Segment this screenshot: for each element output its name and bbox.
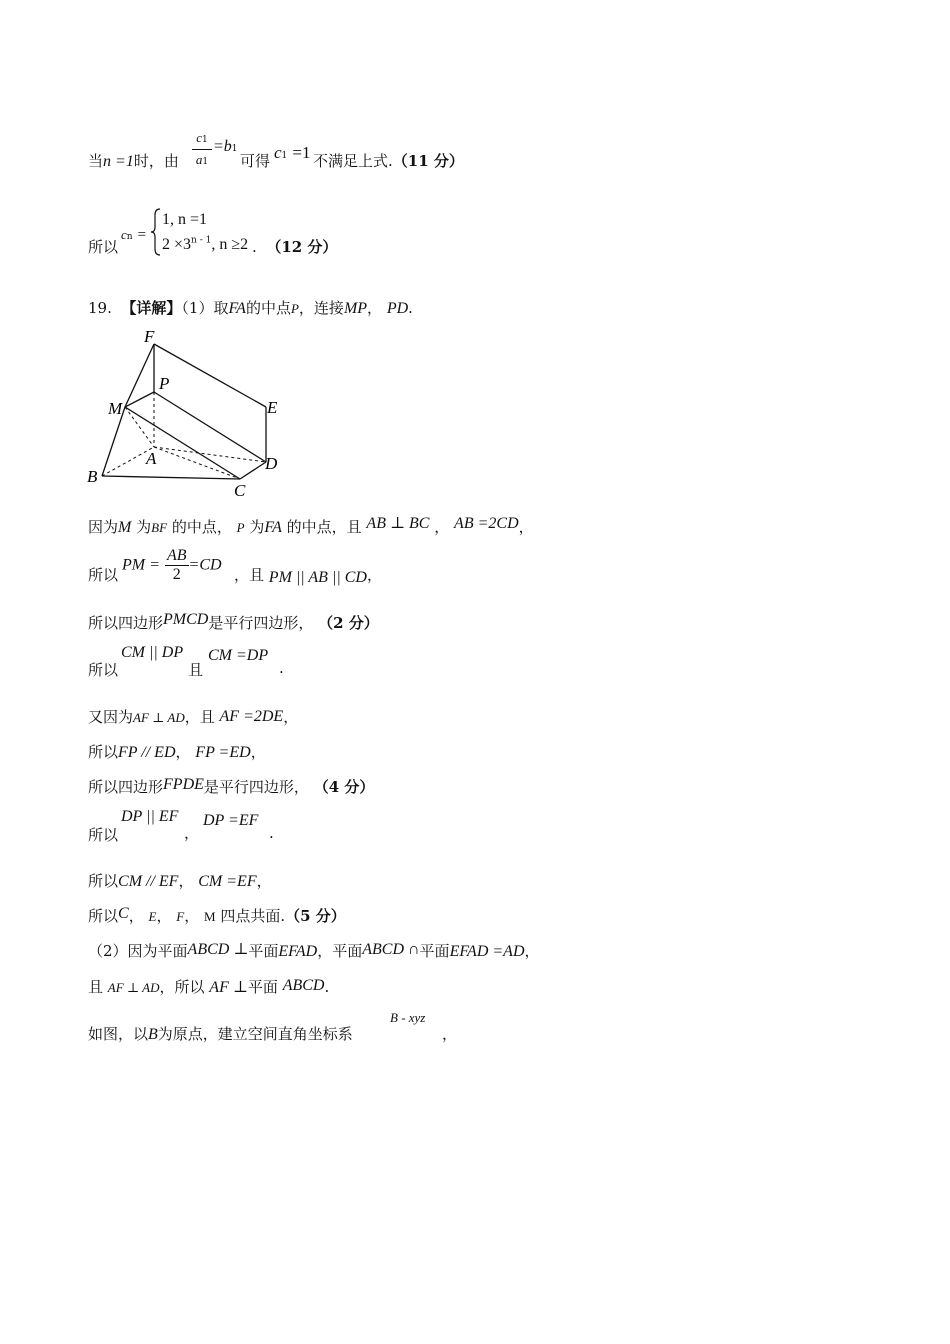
label-D: D <box>265 454 278 473</box>
math: =CD <box>188 556 222 574</box>
text: ，且 <box>234 566 265 584</box>
text: 因为 <box>88 518 119 536</box>
math: AB =2CD <box>454 515 519 532</box>
text: ，所以 <box>159 978 205 996</box>
math: ABCD <box>282 977 325 994</box>
math: AF ⊥ AD <box>133 710 185 725</box>
line-11-dot <box>269 824 274 842</box>
text: 可得 <box>240 152 271 170</box>
left-brace <box>150 207 162 257</box>
text: 不满足上式. <box>313 152 393 170</box>
score: （12 分） <box>266 238 338 256</box>
line-5-rest <box>234 564 382 585</box>
math: n =1 <box>103 153 134 170</box>
math: PD <box>386 300 409 317</box>
text: ， <box>367 299 383 317</box>
math: c <box>121 227 127 242</box>
math: FA <box>228 300 246 317</box>
math-sub: 1 <box>202 135 208 145</box>
score: （2 分） <box>318 614 379 632</box>
math: FA <box>264 519 282 536</box>
math: PMCD <box>163 611 209 628</box>
math: a <box>195 152 203 167</box>
text: . <box>408 299 413 317</box>
line-1-rest <box>240 150 270 171</box>
label-M: M <box>108 399 123 418</box>
text: 所以 <box>88 661 119 679</box>
text: . <box>269 824 274 842</box>
text: ， <box>184 824 200 842</box>
math: EFAD =AD <box>449 943 525 960</box>
math: ABCD ⊥ <box>187 941 249 958</box>
math: =b <box>213 138 232 155</box>
math: FP // ED <box>118 744 176 761</box>
text: ， <box>434 518 450 536</box>
b-xyz <box>390 1007 425 1026</box>
math: BF <box>151 520 168 535</box>
text: （1）取 <box>181 299 229 317</box>
math: FPDE <box>163 776 204 793</box>
line-1-tail <box>313 150 464 171</box>
geometry-figure <box>80 322 290 502</box>
math: c <box>196 130 203 145</box>
math: ABCD ∩ <box>362 941 420 958</box>
text: 为 <box>136 518 152 536</box>
math: F <box>176 909 185 924</box>
text: 为原点，建立空间直角坐标系 <box>157 1025 353 1043</box>
edge-PD <box>154 392 266 462</box>
text: 是平行四边形， <box>208 614 314 632</box>
text: 所以 <box>88 907 119 925</box>
line-16-end <box>442 1023 457 1044</box>
text: ， <box>256 872 272 890</box>
label-F: F <box>144 327 155 346</box>
math: EFAD <box>278 943 318 960</box>
cm-eq-dp <box>208 645 268 665</box>
text: 所以 <box>88 566 119 584</box>
math: DP =EF <box>203 812 259 829</box>
math: 2 <box>172 566 181 583</box>
line-cm-ef <box>88 870 272 891</box>
math: CM =EF <box>198 873 257 890</box>
label-P: P <box>159 374 170 393</box>
math: MP <box>343 300 368 317</box>
edge-MA <box>125 407 154 447</box>
math: P <box>236 520 245 535</box>
text: 的中点 <box>245 299 291 317</box>
text: . <box>279 659 284 677</box>
text: ， <box>442 1025 458 1043</box>
eq-b1 <box>213 137 238 156</box>
label-C: C <box>234 481 246 500</box>
text: 的中点， <box>171 518 232 536</box>
line-piecewise-prefix <box>88 236 118 257</box>
edge-FE <box>154 344 266 407</box>
text: 所以 <box>88 743 119 761</box>
line-af-perp-abcd <box>88 976 329 997</box>
dp-parallel-ef <box>121 806 178 826</box>
fraction-ab-over-2 <box>165 547 189 584</box>
edge-BC <box>102 476 240 479</box>
text: ， <box>175 743 191 761</box>
math: AF =2DE <box>219 708 284 725</box>
text: 如图，以 <box>88 1025 149 1043</box>
problem-number: 19. <box>88 299 112 317</box>
line-part-2-planes <box>88 940 540 961</box>
edge-CD <box>240 462 266 479</box>
text: ，且 <box>184 708 215 726</box>
line-cm-dp <box>88 659 118 680</box>
text: 时，由 <box>133 152 179 170</box>
math-sub: 1 <box>202 157 209 167</box>
math: = <box>137 227 147 243</box>
math: AB <box>167 547 187 564</box>
math: PM = <box>122 556 160 574</box>
problem-19-heading <box>88 297 413 318</box>
math: M <box>118 519 132 536</box>
math: CM || DP <box>121 644 184 661</box>
math: B <box>148 1026 158 1043</box>
math: , n ≥2 <box>211 236 249 253</box>
tag: 【详解】 <box>121 299 182 317</box>
text: 平面 <box>248 942 279 960</box>
line-pmcd-parallelogram <box>88 612 379 633</box>
text: 又因为 <box>88 708 134 726</box>
line-dp-ef <box>88 824 118 845</box>
text: ，连接 <box>298 299 344 317</box>
text: ， <box>156 907 172 925</box>
edge-MC <box>125 407 240 479</box>
math: DP || EF <box>121 808 179 825</box>
math: 2 ×3 <box>162 236 192 253</box>
math: CM =DP <box>208 647 269 664</box>
text: ， <box>184 907 200 925</box>
text: . <box>324 978 330 996</box>
math-sub: n <box>126 232 133 242</box>
math: AB ⊥ BC <box>366 515 430 532</box>
math: P <box>290 301 299 316</box>
math: PM || AB || CD <box>268 569 367 586</box>
math: AF ⊥ AD <box>107 980 160 995</box>
label-B: B <box>87 467 98 486</box>
text: 且 <box>188 661 204 679</box>
text: 且 <box>88 978 104 996</box>
text: 所以四边形 <box>88 614 164 632</box>
math: C <box>118 905 129 922</box>
text: 所以 <box>88 872 119 890</box>
c1-eq-1 <box>274 143 310 163</box>
text: 平面 <box>419 942 450 960</box>
text: ， <box>524 942 540 960</box>
line-11-comma <box>184 822 199 843</box>
math: M <box>203 909 216 924</box>
fraction-c1-a1 <box>192 128 212 171</box>
line-7-dot <box>279 659 284 677</box>
text: 为 <box>249 518 265 536</box>
dp-eq-ef <box>203 810 258 830</box>
text: 四点共面. <box>220 907 286 925</box>
math: E <box>148 909 157 924</box>
line-af-ad <box>88 706 298 727</box>
edge-MP <box>125 392 154 407</box>
text: 的中点，且 <box>286 518 362 536</box>
math: =1 <box>292 143 311 162</box>
text: 是平行四边形， <box>203 778 309 796</box>
math-sub: 1 <box>231 144 238 154</box>
line-fp-ed <box>88 741 266 762</box>
math: 1, n =1 <box>162 211 208 228</box>
line-2-tail <box>252 236 337 257</box>
score: （5 分） <box>285 907 346 925</box>
math: B - xyz <box>390 1010 426 1025</box>
line-fpde-parallelogram <box>88 776 374 797</box>
math: CM // EF <box>118 873 179 890</box>
text: 当 <box>88 152 104 170</box>
label-A: A <box>146 449 157 468</box>
text: 平面 <box>247 978 278 996</box>
math-sub: 1 <box>281 151 288 161</box>
text: 所以 <box>88 238 119 256</box>
line-coordinate-system <box>88 1023 353 1044</box>
math: AF ⊥ <box>209 979 248 996</box>
math-sup: n - 1 <box>191 235 212 246</box>
cn-eq <box>121 224 146 244</box>
line-7-and <box>188 659 203 680</box>
text: ， <box>128 907 144 925</box>
line-n-equals-1 <box>88 150 179 171</box>
label-E: E <box>267 398 278 417</box>
text: . <box>252 238 257 256</box>
math: c <box>274 143 282 162</box>
case-1 <box>162 209 207 229</box>
text: 所以四边形 <box>88 778 164 796</box>
pm-fraction <box>122 547 222 584</box>
score: （4 分） <box>313 778 375 796</box>
text: ， <box>283 708 299 726</box>
score: （11 分） <box>392 152 464 170</box>
edge-FM <box>125 344 154 407</box>
text: 所以 <box>88 826 119 844</box>
line-because-midpoints <box>88 516 534 537</box>
text: ，平面 <box>317 942 363 960</box>
text: （2）因为平面 <box>88 942 188 960</box>
math: FP =ED <box>195 744 251 761</box>
text: ， <box>178 872 194 890</box>
line-pm-eq-cd <box>88 564 118 585</box>
text: ， <box>366 566 382 584</box>
text: ， <box>518 518 534 536</box>
cm-parallel-dp <box>121 642 183 662</box>
case-2 <box>162 234 248 254</box>
line-four-points-coplanar <box>88 905 346 926</box>
text: ， <box>250 743 266 761</box>
